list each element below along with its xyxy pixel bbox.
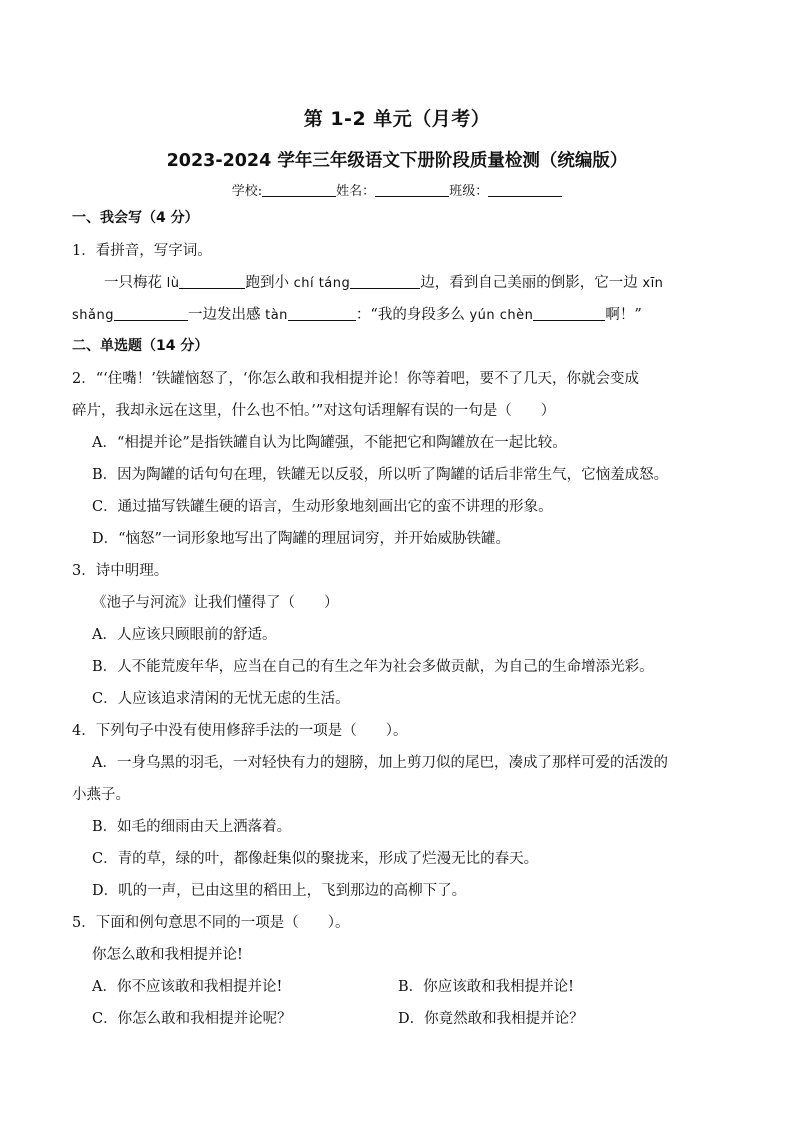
class-blank[interactable] <box>488 182 562 197</box>
answer-blank-4[interactable] <box>288 306 356 321</box>
section-title: 一、我会写（4 分） <box>72 210 199 226</box>
question-stem: 碎片，我却永远在这里，什么也不怕。’”对这句话理解有误的一句是（ ） <box>72 403 556 419</box>
pinyin-shang: shǎng <box>72 308 114 323</box>
school-blank[interactable] <box>262 182 336 197</box>
option-b[interactable]: B．因为陶罐的话句句在理，铁罐无以反驳，所以听了陶罐的话后非常生气，它恼羞成怒。 <box>92 467 669 483</box>
example-sentence: 你怎么敢和我相提并论! <box>92 947 243 963</box>
answer-blank-1[interactable] <box>179 274 245 289</box>
q1-text: 边，看到自己美丽的倒影，它一边 <box>420 275 643 291</box>
student-info-line <box>0 180 794 199</box>
q1-text: 跑到小 <box>245 275 294 291</box>
q1-text: 一只梅花 <box>104 275 167 291</box>
name-label: 姓名： <box>336 184 376 199</box>
pinyin-tan: tàn <box>265 308 288 323</box>
question-stem: 5．下面和例句意思不同的一项是（ ）。 <box>72 915 350 931</box>
pinyin-line-1 <box>104 271 663 292</box>
answer-blank-3[interactable] <box>114 306 188 321</box>
question-stem: 2．“‘住嘴！’铁罐恼怒了，‘你怎么敢和我相提并论！你等着吧，要不了几天，你就会变成 <box>72 371 639 387</box>
section-title: 二、单选题（14 分） <box>72 338 209 354</box>
option-d[interactable]: D．“恼怒”一词形象地写出了陶罐的理屈词穷，并开始威胁铁罐。 <box>92 531 510 547</box>
school-label: 学校: <box>231 184 263 199</box>
q1-text: 啊！” <box>605 307 642 323</box>
q1-text: ：“我的身段多么 <box>355 307 470 323</box>
exam-main-title: 2023-2024 学年三年级语文下册阶段质量检测（统编版） <box>166 151 628 171</box>
option-a-continued[interactable]: 小燕子。 <box>72 787 130 803</box>
class-label: 班级： <box>449 184 489 199</box>
pinyin-xin: xīn <box>642 276 664 291</box>
option-c[interactable]: C．通过描写铁罐生硬的语言，生动形象地刻画出它的蛮不讲理的形象。 <box>92 499 553 515</box>
exam-unit-title: 第 1-2 单元（月考） <box>303 108 491 130</box>
question-stem: 4．下列句子中没有使用修辞手法的一项是（ ）。 <box>72 723 408 739</box>
question-stem: 1．看拼音，写字词。 <box>72 243 212 259</box>
q1-text: 一边发出感 <box>187 307 266 323</box>
option-b[interactable]: B．如毛的细雨由天上洒落着。 <box>92 819 292 835</box>
option-d[interactable]: D．叽的一声，已由这里的稻田上，飞到那边的高柳下了。 <box>92 883 467 899</box>
option-a[interactable]: A．一身乌黑的羽毛，一对轻快有力的翅膀，加上剪刀似的尾巴，凑成了那样可爱的活泼的 <box>92 755 668 771</box>
question-stem: 3．诗中明理。 <box>72 563 169 579</box>
option-b[interactable]: B．人不能荒废年华，应当在自己的有生之年为社会多做贡献，为自己的生命增添光彩。 <box>92 659 654 675</box>
pinyin-yunchen: yún chèn <box>469 308 534 323</box>
option-a[interactable]: A．人应该只顾眼前的舒适。 <box>92 627 277 643</box>
option-c[interactable]: C．人应该追求清闲的无忧无虑的生活。 <box>92 691 350 707</box>
option-c[interactable]: C．你怎么敢和我相提并论呢？ <box>92 1011 292 1027</box>
option-c[interactable]: C．青的草，绿的叶，都像赶集似的聚拢来，形成了烂漫无比的春天。 <box>92 851 539 867</box>
pinyin-lu: lù <box>166 276 180 291</box>
pinyin-line-2 <box>72 303 642 324</box>
option-a[interactable]: A．你不应该敢和我相提并论! <box>92 979 283 995</box>
option-a[interactable]: A．“相提并论”是指铁罐自认为比陶罐强，不能把它和陶罐放在一起比较。 <box>92 435 567 451</box>
pinyin-chitang: chí táng <box>293 276 351 291</box>
answer-blank-5[interactable] <box>533 306 605 321</box>
answer-blank-2[interactable] <box>350 274 420 289</box>
name-blank[interactable] <box>375 182 449 197</box>
question-sub-stem: 《池子与河流》让我们懂得了（ ） <box>92 595 339 611</box>
option-d[interactable]: D．你竟然敢和我相提并论？ <box>398 1011 584 1027</box>
option-b[interactable]: B．你应该敢和我相提并论! <box>398 979 574 995</box>
